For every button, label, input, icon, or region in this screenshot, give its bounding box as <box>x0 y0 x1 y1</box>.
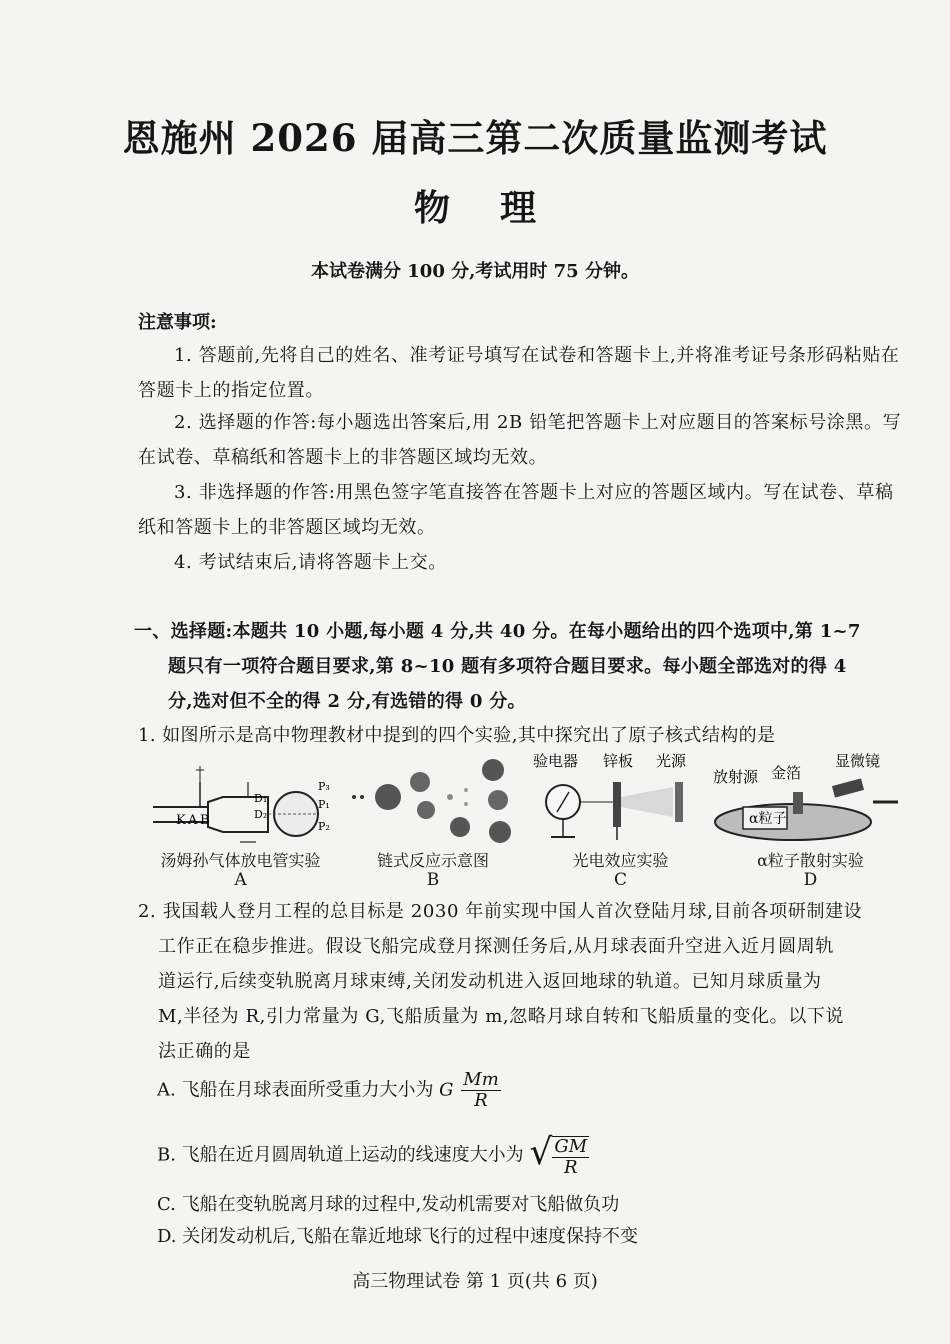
figure-d-caption: α粒子散射实验 <box>757 851 864 870</box>
exam-title: 恩施州 2026 届高三第二次质量监测考试 <box>122 116 828 160</box>
section-1-instructions <box>134 614 908 719</box>
q2-option-b-denominator: R <box>563 1157 578 1178</box>
q2-option-a-g: G <box>439 1079 454 1101</box>
label-microscope: 显微镜 <box>835 752 881 770</box>
figure-a-caption: 汤姆孙气体放电管实验 <box>160 851 321 870</box>
notice-item-2: 2. 选择题的作答:每小题选出答案后,用 2B 铅笔把答题卡上对应题目的答案标号涂黑。写在试卷、草稿纸和答题卡上的非答题区域均无效。 <box>138 412 902 468</box>
section-1-line-2: 题只有一项符合题目要求,第 8~10 题有多项符合题目要求。每小题全部选对的得 4 <box>168 656 847 677</box>
label-d1: D₁ <box>254 792 268 805</box>
label-d2: D₂ <box>254 808 268 821</box>
photoelectric-diagram <box>533 752 708 847</box>
q2-line-1: 2. 我国载人登月工程的总目标是 2030 年前实现中国人首次登陆月球,目前各项研制建设 <box>138 901 863 922</box>
notice-item-4: 4. 考试结束后,请将答题卡上交。 <box>174 552 447 573</box>
figure-c <box>533 752 708 892</box>
figure-a <box>148 752 333 892</box>
q2-option-a <box>157 1070 501 1111</box>
q2-option-b-fraction <box>552 1137 589 1178</box>
figure-d <box>713 752 908 892</box>
label-zinc-plate: 锌板 <box>603 752 634 770</box>
figure-b-caption: 链式反应示意图 <box>376 851 489 870</box>
figure-b <box>348 752 518 892</box>
q2-option-b <box>157 1133 589 1178</box>
q2-option-a-numerator: Mm <box>463 1069 499 1090</box>
figure-c-caption: 光电效应实验 <box>572 851 669 870</box>
question-1-figures <box>148 752 908 892</box>
notice-heading: 注意事项: <box>138 312 217 333</box>
exam-info: 本试卷满分 100 分,考试用时 75 分钟。 <box>311 261 639 282</box>
figure-d-letter: D <box>803 870 818 890</box>
label-b: B <box>200 813 210 828</box>
label-alpha-particle: α粒子 <box>749 811 787 827</box>
section-1-line-3: 分,选对但不全的得 2 分,有选错的得 0 分。 <box>168 691 526 712</box>
q2-option-b-sqrt: √ $\frac{GM}{R}$ <box>529 1132 588 1178</box>
label-electroscope: 验电器 <box>533 752 579 770</box>
label-k: K <box>176 813 186 828</box>
question-2-stem <box>138 894 908 1069</box>
subject-title: 物理 <box>413 187 586 229</box>
q2-line-4: M,半径为 R,引力常量为 G,飞船质量为 m,忽略月球自转和飞船质量的变化。以下说 <box>158 1006 845 1027</box>
q2-option-a-denominator: R <box>474 1090 488 1111</box>
figure-c-letter: C <box>613 870 627 890</box>
figure-b-letter: B <box>426 870 440 890</box>
q2-option-a-fraction <box>461 1070 501 1111</box>
label-p1: P₁ <box>318 798 330 811</box>
chain-reaction-diagram <box>348 752 518 847</box>
figure-a-letter: A <box>234 870 247 890</box>
notice-item-1: 1. 答题前,先将自己的姓名、准考证号填写在试卷和答题卡上,并将准考证号条形码粘贴在答题卡上的指定位置。 <box>138 345 900 401</box>
discharge-tube-diagram <box>148 752 333 847</box>
question-1-stem: 1. 如图所示是高中物理教材中提到的四个实验,其中探究出了原子核式结构的是 <box>138 725 776 746</box>
q2-option-b-text: B. 飞船在近月圆周轨道上运动的线速度大小为 <box>157 1144 524 1166</box>
notice-item-3: 3. 非选择题的作答:用黑色签字笔直接答在答题卡上对应的答题区域内。写在试卷、草稿纸和答题卡上的非答题区域均无效。 <box>138 482 894 538</box>
label-light-source: 光源 <box>656 752 687 770</box>
page-footer: 高三物理试卷 第 1 页(共 6 页) <box>352 1271 598 1292</box>
q2-line-3: 道运行,后续变轨脱离月球束缚,关闭发动机进入返回地球的轨道。已知月球质量为 <box>158 971 822 992</box>
label-radiation-source: 放射源 <box>713 768 759 786</box>
label-a: A <box>188 813 198 828</box>
section-1-line-1: 一、选择题:本题共 10 小题,每小题 4 分,共 40 分。在每小题给出的四个选项中,第 1~7 <box>134 621 861 642</box>
q2-option-c: C. 飞船在变轨脱离月球的过程中,发动机需要对飞船做负功 <box>157 1194 620 1215</box>
label-gold-foil: 金箔 <box>771 764 802 782</box>
q2-line-2: 工作正在稳步推进。假设飞船完成登月探测任务后,从月球表面升空进入近月圆周轨 <box>158 936 834 957</box>
alpha-scattering-diagram <box>713 752 908 847</box>
q2-option-a-text: A. 飞船在月球表面所受重力大小为 <box>157 1079 440 1101</box>
q2-line-5: 法正确的是 <box>158 1041 251 1062</box>
q2-option-b-numerator: GM <box>554 1136 588 1157</box>
label-p3: P₃ <box>318 780 330 793</box>
q2-option-d: D. 关闭发动机后,飞船在靠近地球飞行的过程中速度保持不变 <box>157 1226 638 1247</box>
label-p2: P₂ <box>318 820 330 833</box>
